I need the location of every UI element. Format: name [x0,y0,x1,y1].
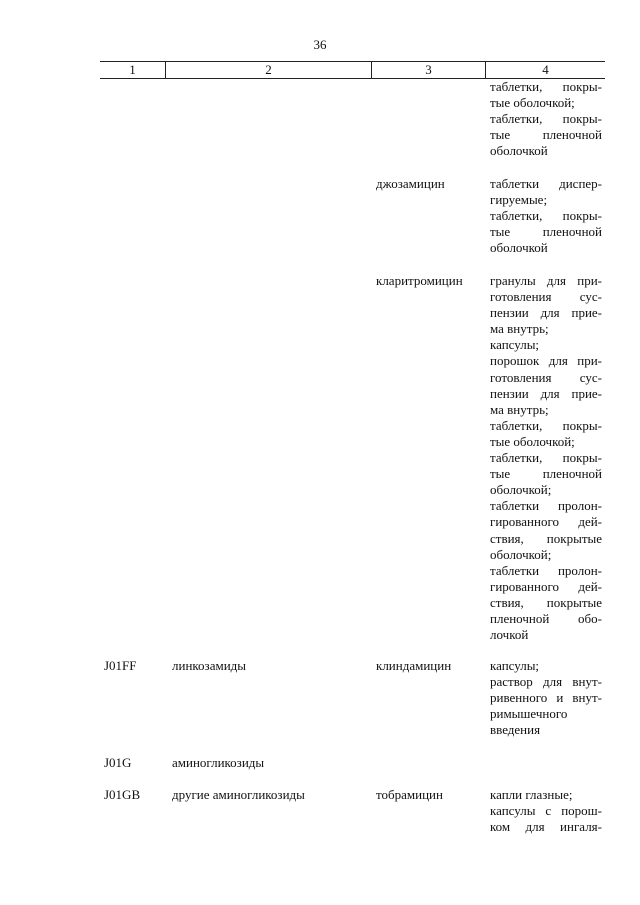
atc-code: J01G [104,755,132,770]
form-line: гируемые; [490,192,548,208]
page-number: 36 [313,37,327,52]
group-name: аминогликозиды [172,755,265,770]
form-line: ма внутрь; [490,401,549,417]
drug-name: джозамицин [376,176,445,191]
form-line: ком для ингаля- [490,819,602,835]
dosage-forms-continued [490,79,602,159]
form-line: пензии для прие- [490,385,602,401]
form-line: тые оболочкой; [490,433,575,449]
form-line: гированного дей- [490,514,602,530]
table-header [100,61,605,79]
form-line: таблетки, покры- [490,111,602,127]
dosage-forms [490,176,602,256]
form-line: капли глазные; [490,787,573,802]
atc-code: J01GB [104,787,141,802]
form-line: оболочкой; [490,482,552,498]
column-header-4: 4 [542,62,549,77]
form-line: гранулы для при- [490,273,602,288]
column-header-2: 2 [166,62,372,78]
form-line: оболочкой [490,240,548,256]
dosage-forms [490,658,602,738]
form-line: таблетки, покры- [490,208,602,224]
form-line: оболочкой [490,143,548,159]
form-line: гированного дей- [490,578,602,594]
form-line: ствия, покрытые [490,594,602,610]
form-line: ствия, покрытые [490,530,602,546]
form-line: таблетки пролон- [490,498,602,514]
atc-code: J01FF [104,658,137,673]
form-line: таблетки диспер- [490,176,602,191]
form-line: пленочной обо- [490,610,602,626]
form-line: таблетки, покры- [490,450,602,466]
group-name: другие аминогликозиды [172,787,305,802]
form-line: капсулы; [490,658,540,673]
form-line: капсулы; [490,337,540,353]
form-line: готовления сус- [490,369,602,385]
form-line: капсулы с порош- [490,803,602,819]
dosage-forms [490,273,602,643]
form-line: готовления сус- [490,289,602,305]
drug-name: кларитромицин [376,273,463,288]
group-name: линкозамиды [172,658,246,673]
form-line: тые пленочной [490,224,602,240]
form-line: римышечного [490,706,568,722]
form-line: пензии для прие- [490,305,602,321]
drug-name: тобрамицин [376,787,443,802]
form-line: оболочкой; [490,546,552,562]
form-line: тые пленочной [490,127,602,143]
form-line: ма внутрь; [490,321,549,337]
column-header-3: 3 [372,62,486,78]
column-header-1: 1 [100,62,166,78]
drug-name: клиндамицин [376,658,452,673]
form-line: раствор для внут- [490,674,602,690]
form-line: ривенного и внут- [490,690,602,706]
form-line: таблетки, покры- [490,79,602,94]
dosage-forms [490,787,602,835]
form-line: таблетки пролон- [490,562,602,578]
form-line: порошок для при- [490,353,602,369]
form-line: таблетки, покры- [490,417,602,433]
form-line: тые пленочной [490,466,602,482]
form-line: тые оболочкой; [490,95,575,111]
form-line: лочкой [490,627,529,643]
form-line: введения [490,722,541,738]
